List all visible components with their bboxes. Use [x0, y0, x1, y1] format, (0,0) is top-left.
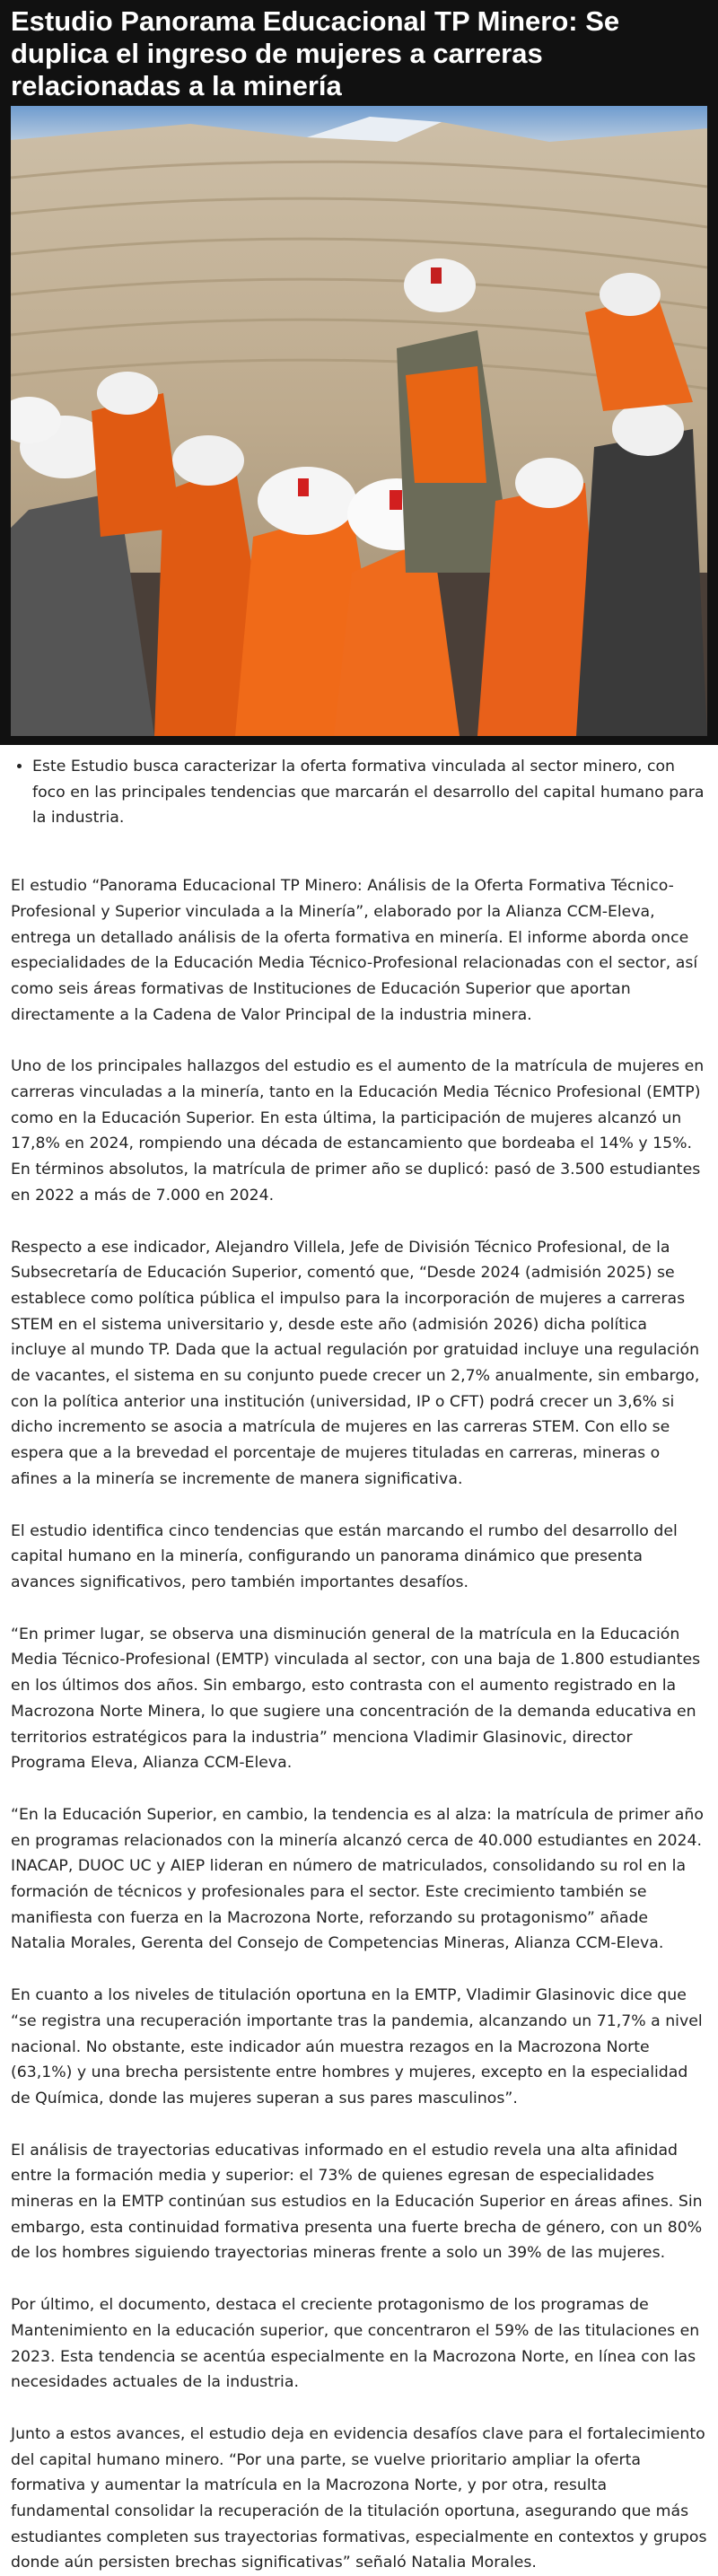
paragraph: Junto a estos avances, el estudio deja en evidencia desafíos clave para el fortalecimiento del capital humano minero. “Por una parte, se vuelve prioritario ampliar la oferta formativa y aumentar la matrícula en la Macrozona Norte, y por otra, resulta fundamental consolidar la recuperación de la titulación oportuna, asegurando que más estudiantes completen sus trayectorias formativas, especialmente en contextos y grupos donde aún persisten brechas significativas” señaló Natalia Morales. — [11, 2424, 707, 2572]
article-title: Estudio Panorama Educacional TP Minero: Se duplica el ingreso de mujeres a carreras relacionadas a la minería — [11, 5, 620, 101]
paragraph: Por último, el documento, destaca el creciente protagonismo de los programas de Mantenimiento en la educación superior, que concentraron el 59% de las titulaciones en 2023. Esta tendencia se acentúa especialmente en la Macrozona Norte, en línea con las necesidades actuales de la industria. — [11, 2296, 700, 2392]
paragraph: En cuanto a los niveles de titulación oportuna en la EMTP, Vladimir Glasinovic dice que “se registra una recuperación importante tras la pandemia, alcanzando un 71,7% a nivel nacional. No obstante, este indicador aún muestra rezagos en la Macrozona Norte (63,1%) y una brecha persistente entre hombres y mujeres, excepto en la especialidad de Química, donde las mujeres superan a sus pares masculinos”. — [11, 1986, 703, 2107]
paragraph: “En primer lugar, se observa una disminución general de la matrícula en la Educación Media Técnico-Profesional (EMTP) vinculada al sector, con una baja de 1.800 estudiantes en los últimos dos años. Sin embargo, esto contrasta con el aumento registrado en la Macrozona Norte Minera, lo que sugiere una concentración de la demanda educativa en territorios estratégicos para la industria” menciona Vladimir Glasinovic, director Programa Eleva, Alianza CCM-Eleva. — [11, 1625, 701, 1773]
article-header — [0, 0, 718, 101]
paragraph: El análisis de trayectorias educativas informado en el estudio revela una alta afinidad entre la formación media y superior: el 73% de quienes egresan de especialidades mineras en la EMTP continúan sus estudios en la Educación Superior en áreas afines. Sin embargo, esta continuidad formativa presenta una fuerte brecha de género, con un 80% de los hombres siguiendo trayectorias mineras frente a solo un 39% de las mujeres. — [11, 2141, 703, 2263]
featured-image-frame — [0, 101, 718, 745]
paragraph: El estudio identifica cinco tendencias que están marcando el rumbo del desarrollo del capital humano en la minería, configurando un panorama dinámico que presenta avances significativos, pero también importantes desafíos. — [11, 1521, 678, 1591]
article-body — [0, 745, 718, 2576]
featured-image — [11, 106, 707, 736]
paragraph: Respecto a ese indicador, Alejandro Villela, Jefe de División Técnico Profesional, de la Subsecretaría de Educación Superior, comentó que, “Desde 2024 (admisión 2025) se establece como política pública el impulso para la incorporación de mujeres a carreras STEM en el sistema universitario y, desde este año (admisión 2026) dicha política incluye al mundo TP. Dada que la actual regulación por gratuidad incluye una regulación de vacantes, el sistema en su conjunto puede crecer un 2,7% anualmente, sin embargo, con la política anterior una institución (universidad, IP o CFT) podrá crecer un 3,6% si dicho incremento se asocia a matrícula de mujeres en las carreras STEM. Con ello se espera que a la brevedad el porcentaje de mujeres tituladas en carreras, mineras o afines a la minería se incremente de manera significativa. — [11, 1238, 700, 1488]
paragraph: Uno de los principales hallazgos del estudio es el aumento de la matrícula de mujeres en carreras vinculadas a la minería, tanto en la Educación Media Técnico Profesional (EMTP) como en la Educación Superior. En esta última, la participación de mujeres alcanzó un 17,8% en 2024, rompiendo una década de estancamiento que bordeaba el 14% y 15%. En términos absolutos, la matrícula de primer año se duplicó: pasó de 3.500 estudiantes en 2022 a más de 7.000 en 2024. — [11, 1057, 705, 1205]
summary-list — [11, 754, 707, 831]
summary-bullet: • Este Estudio busca caracterizar la oferta formativa vinculada al sector minero, con foco en las principales tendencias que marcarán el desarrollo del capital humano para la industria. — [32, 754, 707, 831]
paragraph: El estudio “Panorama Educacional TP Minero: Análisis de la Oferta Formativa Técnico-Profesional y Superior vinculada a la Minería”, elaborado por la Alianza CCM-Eleva, entrega un detallado análisis de la oferta formativa en minería. El informe aborda once especialidades de la Educación Media Técnico-Profesional relacionadas con el sector, así como seis áreas formativas de Instituciones de Educación Superior que aportan directamente a la Cadena de Valor Principal de la industria minera. — [11, 877, 698, 1024]
paragraph: “En la Educación Superior, en cambio, la tendencia es al alza: la matrícula de primer año en programas relacionados con la minería alcanzó cerca de 40.000 estudiantes en 2024. INACAP, DUOC UC y AIEP lideran en número de matriculados, consolidando su rol en la formación de técnicos y profesionales para el sector. Este crecimiento también se manifiesta con fuerza en la Macrozona Norte, reforzando su protagonismo” añade Natalia Morales, Gerenta del Consejo de Competencias Mineras, Alianza CCM-Eleva. — [11, 1805, 704, 1953]
